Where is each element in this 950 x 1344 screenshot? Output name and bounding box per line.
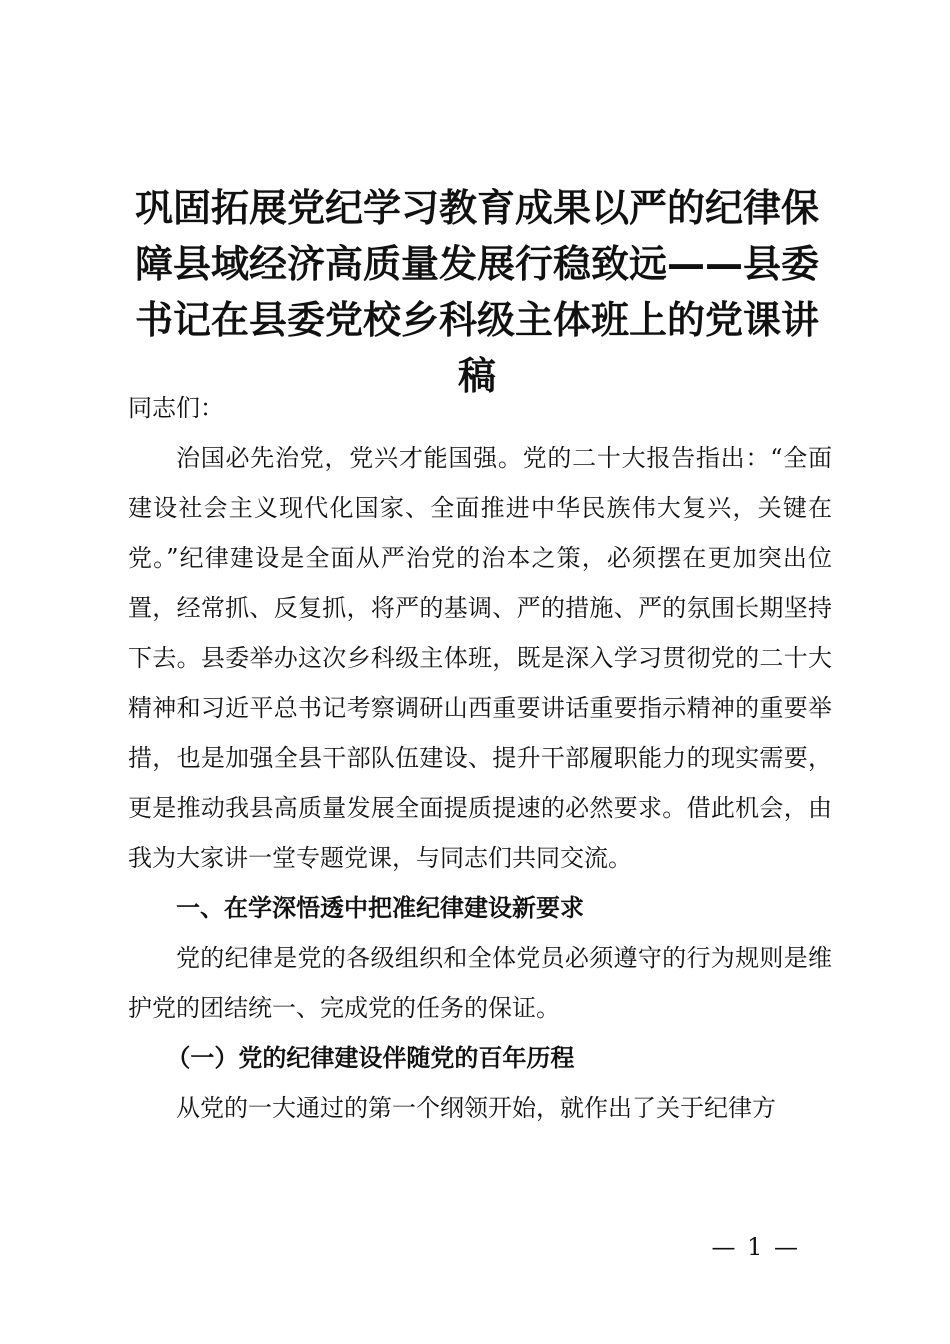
intro-paragraph: 治国必先治党，党兴才能国强。党的二十大报告指出：“全面建设社会主义现代化国家、全面推进中华民族伟大复兴，关键在党。”纪律建设是全面从严治党的治本之策，必须摆在更加突出位置，经常抓、反复抓，将严的基调、严的措施、严的氛围长期坚持下去。县委举办这次乡科级主体班，既是深入学习贯彻党的二十大精神和习近平总书记考察调研山西重要讲话重要指示精神的重要举措，也是加强全县干部队伍建设、提升干部履职能力的现实需要，更是推动我县高质量发展全面提质提速的必然要求。借此机会，由我为大家讲一堂专题党课，与同志们共同交流。 [128,444,832,872]
section-1-paragraph: 党的纪律是党的各级组织和全体党员必须遵守的行为规则是维护党的团结统一、完成党的任务的保证。 [128,944,832,1022]
document-body [128,383,832,1133]
salutation: 同志们： [128,394,224,422]
section-heading-1: 一、在学深悟透中把准纪律建设新要求 [176,894,584,922]
document-title: 巩固拓展党纪学习教育成果以严的纪律保障县域经济高质量发展行稳致远——县委书记在县委党校乡科级主体班上的党课讲稿 [134,186,819,398]
page-number: — 1 — [711,1233,800,1261]
subsection-heading-1: （一）党的纪律建设伴随党的百年历程 [166,1044,575,1072]
subsection-1-paragraph: 从党的一大通过的第一个纲领开始，就作出了关于纪律方 [176,1094,776,1122]
